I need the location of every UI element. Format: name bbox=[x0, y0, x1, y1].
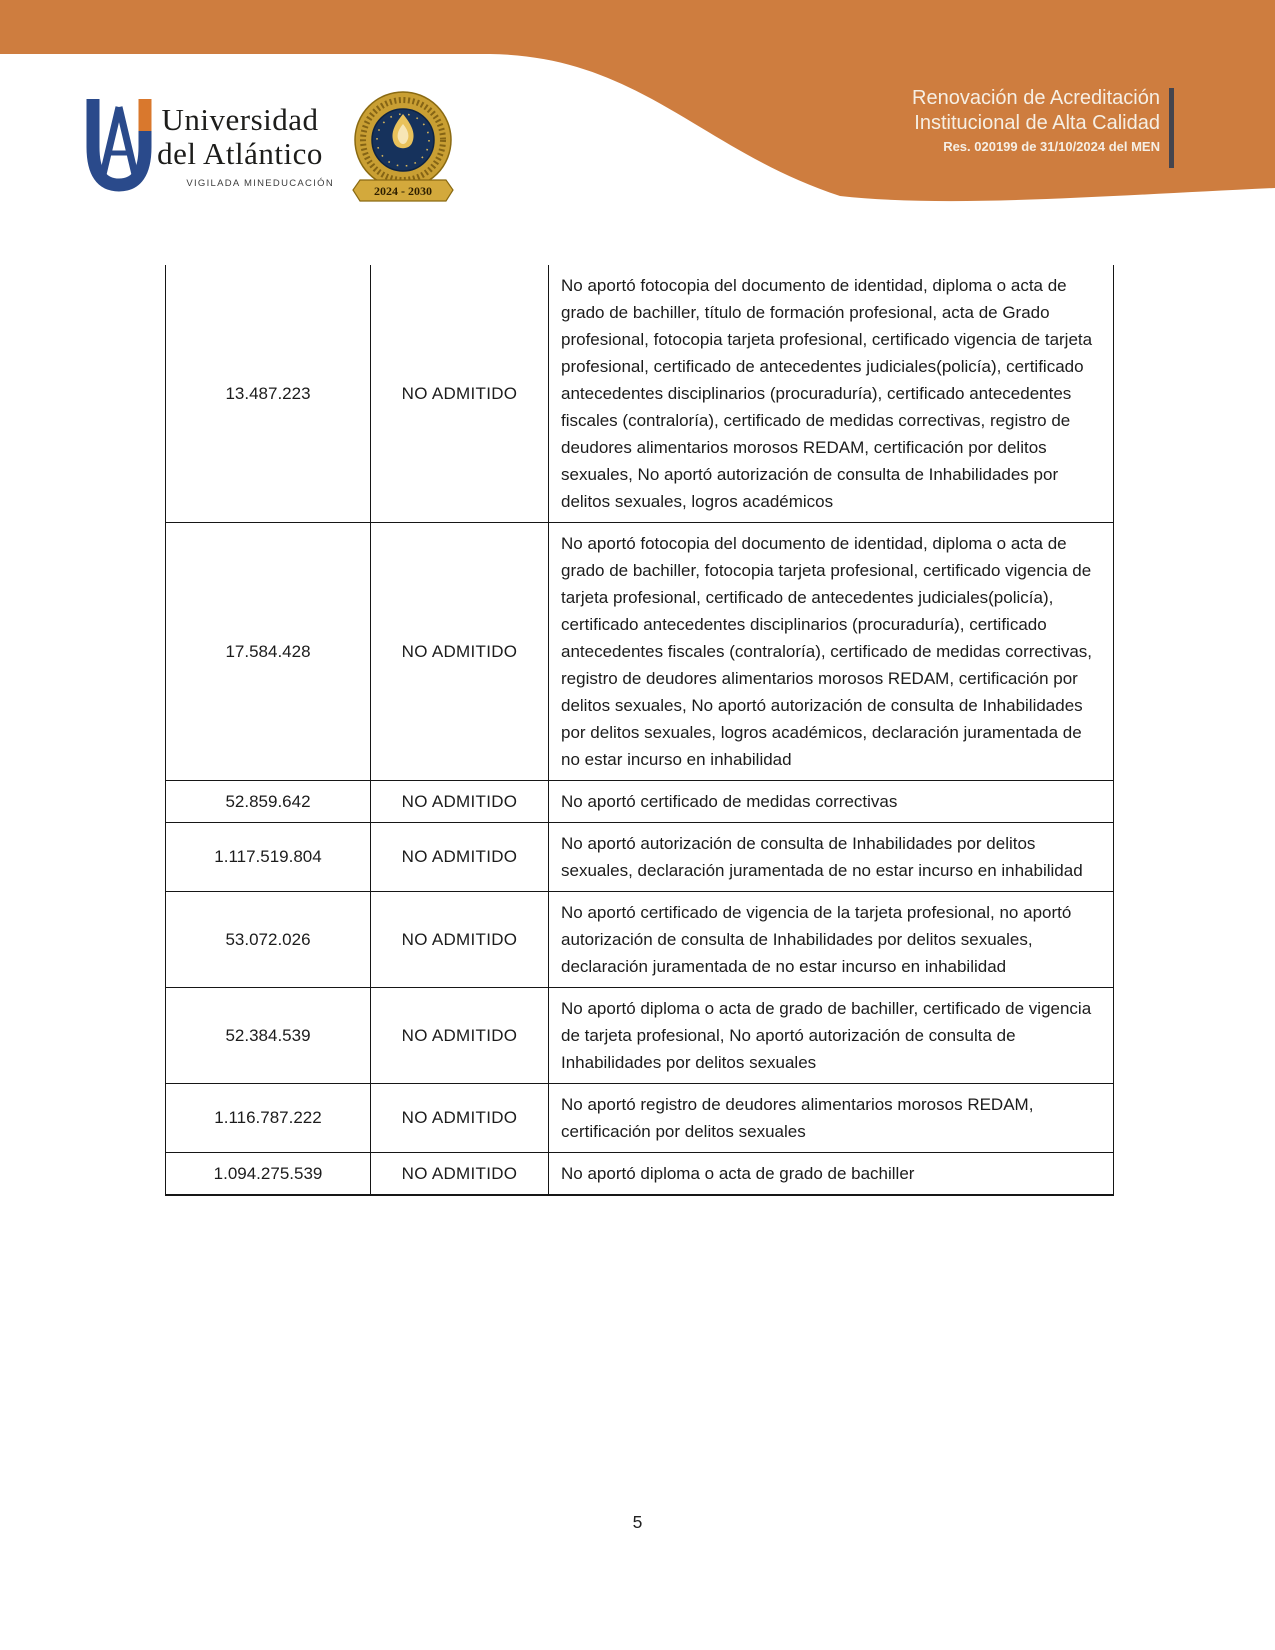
status-cell: NO ADMITIDO bbox=[371, 1153, 549, 1196]
table-row bbox=[166, 781, 1114, 823]
id-cell: 1.094.275.539 bbox=[166, 1153, 371, 1196]
observations-cell: No aportó certificado de medidas correctivas bbox=[549, 781, 1114, 823]
accreditation-line3: Res. 020199 de 31/10/2024 del MEN bbox=[943, 139, 1160, 154]
table-row bbox=[166, 823, 1114, 892]
observations-cell: No aportó diploma o acta de grado de bachiller, certificado de vigencia de tarjeta profesional, No aportó autorización de consulta de Inhabilidades por delitos sexuales bbox=[549, 988, 1114, 1084]
university-name-line2: del Atlántico bbox=[157, 136, 323, 171]
status-cell: NO ADMITIDO bbox=[371, 781, 549, 823]
id-cell: 53.072.026 bbox=[166, 892, 371, 988]
accreditation-text bbox=[912, 86, 1160, 156]
observations-cell: No aportó autorización de consulta de Inhabilidades por delitos sexuales, declaración juramentada de no estar incurso en inhabilidad bbox=[549, 823, 1114, 892]
table-row bbox=[166, 523, 1114, 781]
table-row bbox=[166, 892, 1114, 988]
status-cell: NO ADMITIDO bbox=[371, 265, 549, 523]
admission-results-table bbox=[165, 265, 1114, 1196]
status-cell: NO ADMITIDO bbox=[371, 988, 549, 1084]
accreditation-divider-bar bbox=[1169, 88, 1174, 168]
table-row bbox=[166, 988, 1114, 1084]
accreditation-line1: Renovación de Acreditación bbox=[912, 87, 1160, 109]
status-cell: NO ADMITIDO bbox=[371, 823, 549, 892]
accreditation-line2: Institucional de Alta Calidad bbox=[914, 112, 1160, 134]
vigilada-label: VIGILADA MINEDUCACIÓN bbox=[186, 178, 334, 189]
observations-cell: No aportó certificado de vigencia de la tarjeta profesional, no aportó autorización de consulta de Inhabilidades por delitos sexuales, declaración juramentada de no estar incurso en inhabilidad bbox=[549, 892, 1114, 988]
university-name-line1: Universidad bbox=[161, 102, 319, 137]
table-row bbox=[166, 1153, 1114, 1196]
id-cell: 17.584.428 bbox=[166, 523, 371, 781]
observations-cell: No aportó registro de deudores alimentarios morosos REDAM, certificación por delitos sexuales bbox=[549, 1084, 1114, 1153]
page-number: 5 bbox=[632, 1512, 643, 1532]
observations-cell: No aportó fotocopia del documento de identidad, diploma o acta de grado de bachiller, fotocopia tarjeta profesional, certificado vigencia de tarjeta profesional, certificado de antecedentes judiciales(policía), certificado antecedentes disciplinarios (procuraduría), certificado antecedentes fiscales (contraloría), certificado de medidas correctivas, registro de deudores alimentarios morosos REDAM, certificación por delitos sexuales, No aportó autorización de consulta de Inhabilidades por delitos sexuales, logros académicos, declaración juramentada de no estar incurso en inhabilidad bbox=[549, 523, 1114, 781]
id-cell: 52.384.539 bbox=[166, 988, 371, 1084]
id-cell: 52.859.642 bbox=[166, 781, 371, 823]
university-name bbox=[144, 103, 336, 189]
observations-cell: No aportó fotocopia del documento de identidad, diploma o acta de grado de bachiller, título de formación profesional, acta de Grado profesional, fotocopia tarjeta profesional, certificado vigencia de tarjeta profesional, certificado de antecedentes judiciales(policía), certificado antecedentes disciplinarios (procuraduría), certificado antecedentes fiscales (contraloría), certificado de medidas correctivas, registro de deudores alimentarios morosos REDAM, certificación por delitos sexuales, No aportó autorización de consulta de Inhabilidades por delitos sexuales, logros académicos bbox=[549, 265, 1114, 523]
table-row bbox=[166, 265, 1114, 523]
id-cell: 1.116.787.222 bbox=[166, 1084, 371, 1153]
university-monogram-icon bbox=[85, 97, 153, 193]
table-row bbox=[166, 1084, 1114, 1153]
seal-years-label: 2024 - 2030 bbox=[374, 184, 432, 198]
id-cell: 1.117.519.804 bbox=[166, 823, 371, 892]
status-cell: NO ADMITIDO bbox=[371, 523, 549, 781]
observations-cell: No aportó diploma o acta de grado de bachiller bbox=[549, 1153, 1114, 1196]
accreditation-seal-icon bbox=[350, 88, 456, 210]
status-cell: NO ADMITIDO bbox=[371, 1084, 549, 1153]
admission-results-table-body bbox=[166, 265, 1114, 1195]
id-cell: 13.487.223 bbox=[166, 265, 371, 523]
status-cell: NO ADMITIDO bbox=[371, 892, 549, 988]
